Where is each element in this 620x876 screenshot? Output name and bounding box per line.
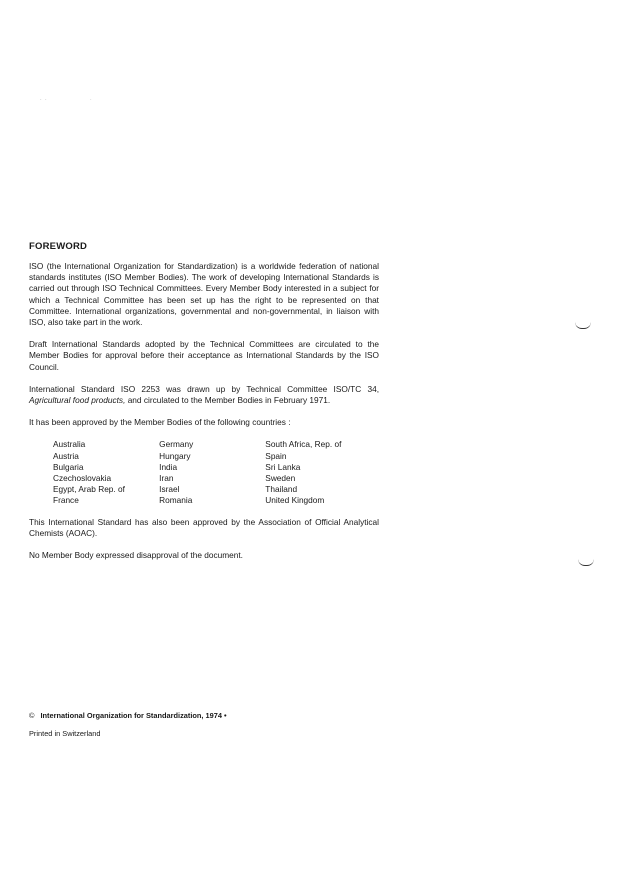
paragraph-technical-committee: [29, 384, 379, 406]
scan-speck: ·: [90, 97, 92, 103]
scan-speck: · ·: [40, 97, 48, 103]
paragraph-aoac: This International Standard has also been approved by the Association of Official Analytical Chemists (AOAC).: [29, 516, 379, 538]
country-item: Sri Lanka: [265, 461, 301, 472]
paragraph-iso-intro: ISO (the International Organization for Standardization) is a worldwide federation of national standards institutes (ISO Member Bodies). The work of developing International Standards is carried out through ISO Technical Committees. Every Member Body interested in a subject for which a Technical Committee has been set up has the right to be represented on that Committee. International organizations, governmental and non-governmental, in liaison with ISO, also take part in the work.: [29, 261, 379, 328]
italic-committee-name: Agricultural food products,: [29, 395, 126, 406]
country-item: Austria: [53, 450, 79, 461]
country-column: [159, 439, 265, 506]
country-list: [53, 439, 379, 506]
country-item: Germany: [159, 439, 194, 450]
text-run: and circulated to the Member Bodies in February 1971.: [125, 395, 331, 406]
foreword-section: [29, 241, 379, 572]
punch-mark-icon: [575, 322, 591, 329]
printed-in: Printed in Switzerland: [29, 729, 101, 738]
copyright-text: International Organization for Standardization, 1974: [40, 711, 222, 720]
country-item: Romania: [159, 495, 193, 506]
country-item: India: [159, 461, 178, 472]
country-item: Israel: [159, 484, 180, 495]
bullet-icon: •: [224, 711, 227, 720]
country-item: Hungary: [159, 450, 191, 461]
country-item: Egypt, Arab Rep. of: [53, 484, 125, 495]
country-item: Spain: [265, 450, 287, 461]
country-item: France: [53, 495, 79, 506]
copyright-line: [29, 711, 227, 720]
country-item: United Kingdom: [265, 495, 325, 506]
copyright-icon: ©: [29, 711, 35, 720]
country-item: South Africa, Rep. of: [265, 439, 342, 450]
country-item: Australia: [53, 439, 86, 450]
country-column: [265, 439, 379, 506]
country-item: Sweden: [265, 473, 296, 484]
country-item: Bulgaria: [53, 461, 84, 472]
country-item: Iran: [159, 473, 174, 484]
foreword-heading: FOREWORD: [29, 241, 88, 252]
punch-mark-icon: [578, 559, 594, 566]
text-run: International Standard ISO 2253 was drawn up by Technical Committee ISO/TC 34,: [29, 383, 379, 394]
paragraph-no-disapproval: No Member Body expressed disapproval of the document.: [29, 550, 243, 561]
country-column: [53, 439, 159, 506]
paragraph-approval: It has been approved by the Member Bodies of the following countries :: [29, 417, 291, 428]
paragraph-draft-standards: Draft International Standards adopted by the Technical Committees are circulated to the Member Bodies for approval before their acceptance as International Standards by the ISO Council.: [29, 339, 379, 372]
country-item: Thailand: [265, 484, 298, 495]
country-item: Czechoslovakia: [53, 473, 112, 484]
